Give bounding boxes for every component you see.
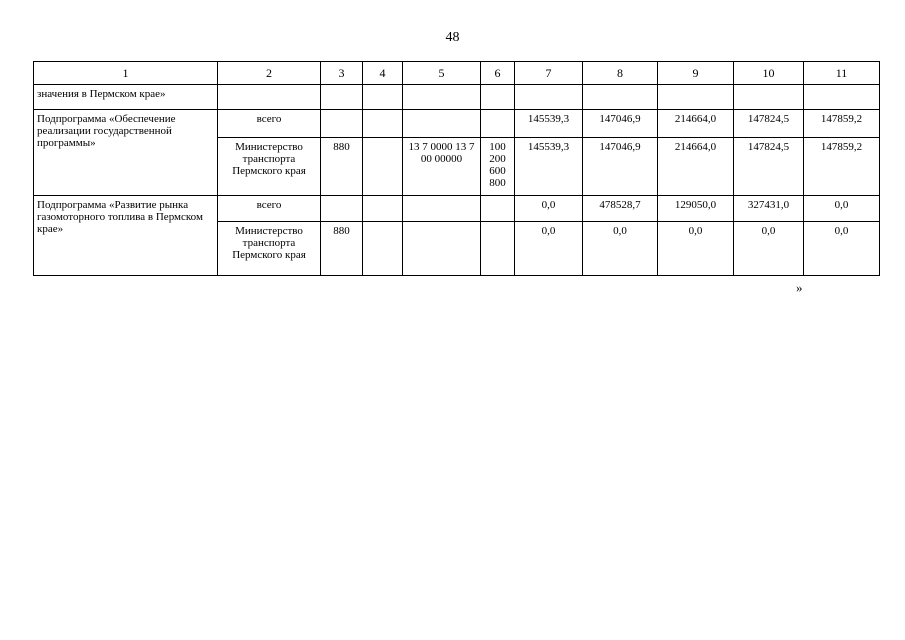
table-cell (321, 110, 363, 138)
table-cell (218, 85, 321, 110)
row-label: значения в Пермском крае» (34, 85, 218, 110)
column-header: 6 (481, 62, 515, 85)
table-cell: 478528,7 (583, 196, 658, 222)
table-cell (481, 222, 515, 276)
column-header: 8 (583, 62, 658, 85)
header-row (34, 62, 880, 85)
table-cell (321, 85, 363, 110)
column-header: 4 (363, 62, 403, 85)
column-header: 9 (658, 62, 734, 85)
table-cell: 147859,2 (804, 110, 880, 138)
table-cell: 0,0 (515, 196, 583, 222)
table-cell: 100 200 600 800 (481, 138, 515, 196)
table-cell (734, 85, 804, 110)
table-cell (363, 222, 403, 276)
table-cell: Министерство транспорта Пермского края (218, 222, 321, 276)
subprogram-name: Подпрограмма «Развитие рынка газомоторного топлива в Пермском крае» (34, 196, 218, 276)
page-number: 48 (445, 30, 460, 45)
table-cell: всего (218, 110, 321, 138)
table-row (34, 85, 880, 110)
table-cell (363, 110, 403, 138)
table-cell: 880 (321, 138, 363, 196)
table-cell: 0,0 (658, 222, 734, 276)
table-cell (363, 196, 403, 222)
table-cell (403, 85, 481, 110)
table-cell (515, 85, 583, 110)
table-cell: 147824,5 (734, 110, 804, 138)
table-row (34, 110, 880, 138)
column-header: 11 (804, 62, 880, 85)
column-header: 10 (734, 62, 804, 85)
table-cell: Министерство транспорта Пермского края (218, 138, 321, 196)
table-cell (403, 110, 481, 138)
table-cell (403, 222, 481, 276)
table-cell: 147824,5 (734, 138, 804, 196)
subprogram-name: Подпрограмма «Обеспечение реализации государственной программы» (34, 110, 218, 196)
table-cell (481, 110, 515, 138)
table-cell: 129050,0 (658, 196, 734, 222)
table-cell: 147859,2 (804, 138, 880, 196)
table-cell: 214664,0 (658, 110, 734, 138)
table-cell (363, 85, 403, 110)
table-cell (481, 85, 515, 110)
table-cell: 145539,3 (515, 138, 583, 196)
table-cell: 327431,0 (734, 196, 804, 222)
table-cell (363, 138, 403, 196)
table-cell (321, 196, 363, 222)
table-cell: 0,0 (804, 196, 880, 222)
table-cell: 0,0 (804, 222, 880, 276)
table-cell: 147046,9 (583, 138, 658, 196)
table-cell: всего (218, 196, 321, 222)
closing-quote: » (796, 280, 803, 295)
table-cell (804, 85, 880, 110)
table-row (34, 196, 880, 222)
table-cell (481, 196, 515, 222)
column-header: 3 (321, 62, 363, 85)
table-cell (403, 196, 481, 222)
table-cell: 147046,9 (583, 110, 658, 138)
table-cell (658, 85, 734, 110)
budget-table (33, 61, 880, 276)
column-header: 7 (515, 62, 583, 85)
table-cell (583, 85, 658, 110)
column-header: 5 (403, 62, 481, 85)
table-cell: 0,0 (734, 222, 804, 276)
column-header: 1 (34, 62, 218, 85)
table-cell: 145539,3 (515, 110, 583, 138)
table-cell: 880 (321, 222, 363, 276)
table-cell: 0,0 (515, 222, 583, 276)
table-cell: 13 7 0000 13 7 00 00000 (403, 138, 481, 196)
table-cell: 214664,0 (658, 138, 734, 196)
column-header: 2 (218, 62, 321, 85)
table-cell: 0,0 (583, 222, 658, 276)
